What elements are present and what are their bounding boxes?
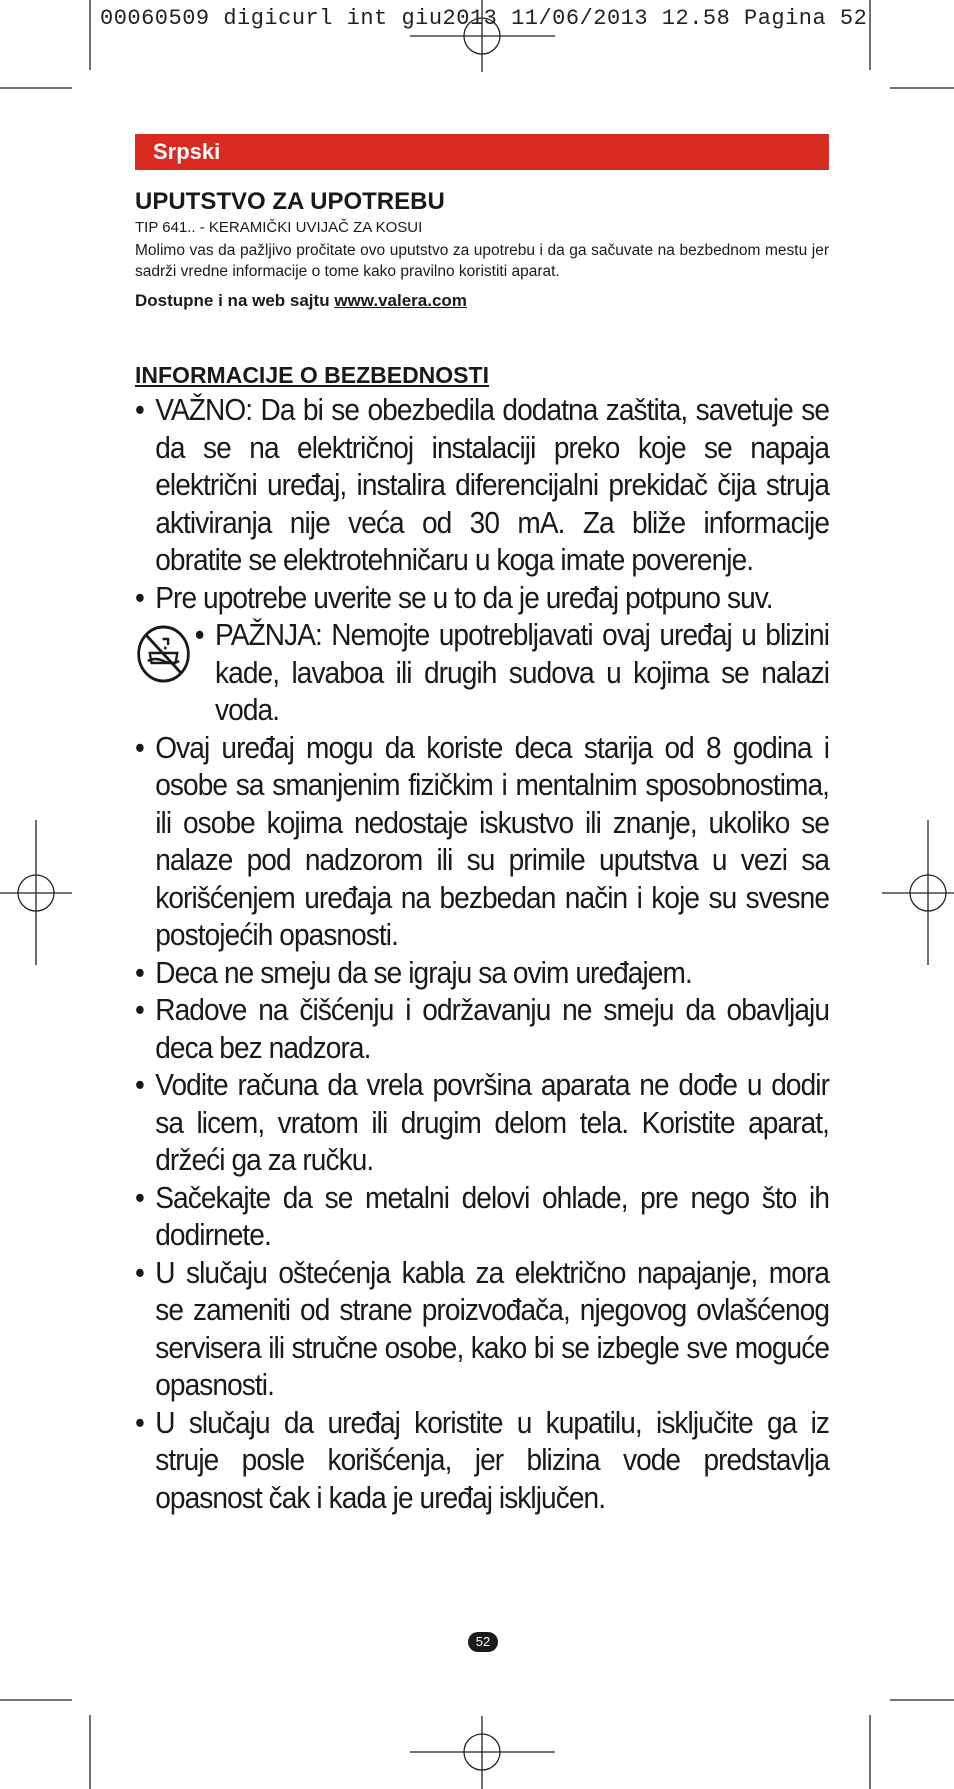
list-item: • Sačekajte da se metalni delovi ohlade, pre nego što ih dodirnete.: [135, 1180, 829, 1255]
list-item-warning: [135, 617, 829, 730]
web-prefix: Dostupne i na web sajtu: [135, 291, 335, 310]
document-content: [135, 188, 829, 1517]
web-availability: [135, 290, 829, 312]
intro-text: Molimo vas da pažljivo pročitate ovo uputstvo za upotrebu i da ga sačuvate na bezbednom mestu jer sadrži vredne informacije o tome kako pravilno koristiti aparat.: [135, 242, 829, 280]
language-bar: Srpski: [135, 134, 829, 170]
list-item: • Radove na čišćenju i održavanju ne smeju da obavljaju deca bez nadzora.: [135, 992, 829, 1067]
print-slug-line: 00060509 digicurl int giu2013 11/06/2013 12.58 Pagina 52: [100, 6, 868, 31]
list-item: • VAŽNO: Da bi se obezbedila dodatna zaštita, savetuje se da se na električnoj instalaciji preko koje se napaja električni uređaj, instalira diferencijalni prekidač čija struja aktiviranja nije veća od 30 mA. Za bliže informacije obratite se elektrotehničaru u koga imate poverenje.: [135, 392, 829, 580]
list-item: • U slučaju da uređaj koristite u kupatilu, isključite ga iz struje posle korišćenja, jer blizina vode predstavlja opasnost čak i kada je uređaj isključen.: [135, 1405, 829, 1518]
page-number: 52: [468, 1632, 498, 1652]
safety-list: [135, 392, 829, 1517]
product-type: TIP 641.. - KERAMIČKI UVIJAČ ZA KOSUI: [135, 219, 423, 236]
website-link[interactable]: www.valera.com: [334, 291, 467, 310]
list-item: • Ovaj uređaj mogu da koriste deca starija od 8 godina i osobe sa smanjenim fizičkim i mentalnim sposobnostima, ili osobe kojima nedostaje iskustvo ili znanje, ukoliko se nalaze pod nadzorom ili su primile uputstva u vezi sa korišćenjem uređaja na bezbedan način i koje su svesne postojećih opasnosti.: [135, 730, 829, 955]
list-item: • Vodite računa da vrela površina aparata ne dođe u dodir sa licem, vratom ili drugim delom tela. Koristite aparat, držeći ga za ručku.: [135, 1067, 829, 1180]
list-item: • U slučaju oštećenja kabla za električno napajanje, mora se zameniti od strane proizvođača, njegovog ovlašćenog servisera ili stručne osobe, kako bi se izbegle sve moguće opasnosti.: [135, 1255, 829, 1405]
section-title: INFORMACIJE O BEZBEDNOSTI: [135, 362, 489, 388]
no-water-bath-icon: [135, 623, 192, 685]
doc-title: UPUTSTVO ZA UPOTREBU: [135, 188, 445, 215]
list-item: • Deca ne smeju da se igraju sa ovim uređajem.: [135, 955, 829, 993]
list-item: • Pre upotrebe uverite se u to da je uređaj potpuno suv.: [135, 580, 829, 618]
warning-text: PAŽNJA: Nemojte upotrebljavati ovaj uređaj u blizini kade, lavaboa ili drugih sudova u kojima se nalazi voda.: [215, 618, 830, 727]
